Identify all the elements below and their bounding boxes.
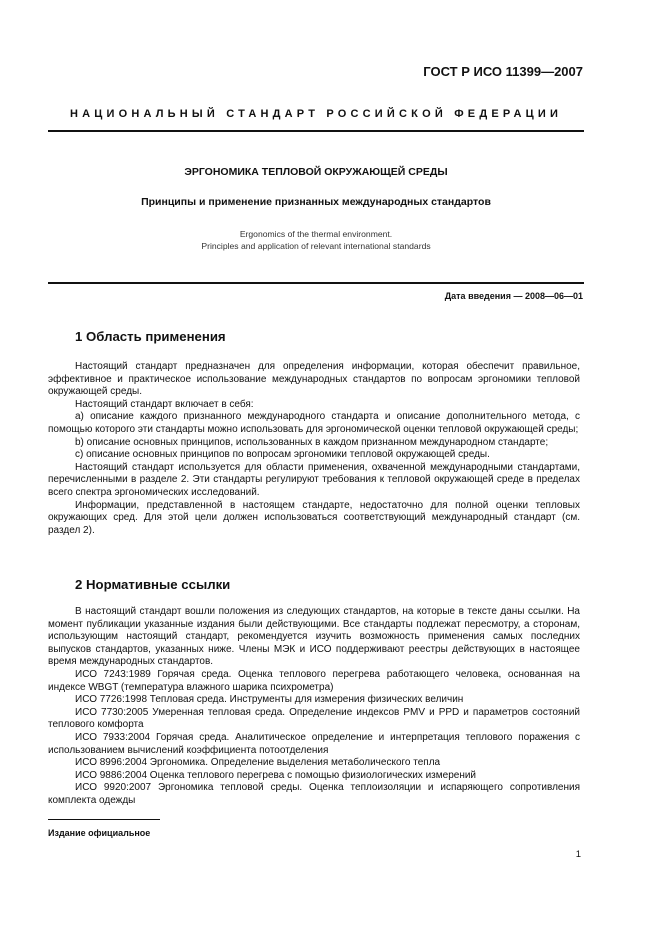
middle-divider bbox=[48, 282, 584, 284]
reference-item: ИСО 9886:2004 Оценка теплового перегрева с помощью физиологических измерений bbox=[75, 769, 477, 781]
paragraph: Информации, представленной в настоящем стандарте, недостаточно для полной оценки тепловых окружающих сред. Для этой цели должен использоваться соответствующий международный стандарт (см. раздел 2). bbox=[48, 499, 580, 536]
edition-note: Издание официальное bbox=[48, 828, 151, 838]
reference-item: ИСО 7730:2005 Умеренная тепловая среда. Определение индексов PMV и PPD и параметров состояний теплового комфорта bbox=[48, 706, 580, 731]
paragraph: Настоящий стандарт предназначен для определения информации, которая обеспечит правильное, эффективное и практическое использование международных стандартов по вопросам эргономики тепловой окружающей среды. bbox=[48, 361, 580, 398]
paragraph: В настоящий стандарт вошли положения из следующих стандартов, на которые в тексте даны ссылки. На момент публикации указанные издания были действующими. Все стандарты подлежат пересмотру, а сторонам, использующим настоящий стандарт, рекомендуется изучить возможность применения самых последних выпусков стандартов, указанных ниже. Члены МЭК и ИСО поддерживают реестры действующих в настоящее время международных стандартов. bbox=[48, 606, 580, 668]
section-2-body bbox=[48, 606, 580, 808]
list-item: b) описание основных принципов, использованных в каждом признанном международном стандарте; bbox=[75, 436, 549, 448]
section-1-heading: 1 Область применения bbox=[75, 329, 226, 344]
document-code: ГОСТ Р ИСО 11399—2007 bbox=[423, 64, 583, 79]
title-ru-sub: Принципы и применение признанных международных стандартов bbox=[141, 196, 491, 208]
top-divider bbox=[48, 130, 584, 132]
title-ru-main: ЭРГОНОМИКА ТЕПЛОВОЙ ОКРУЖАЮЩЕЙ СРЕДЫ bbox=[184, 166, 448, 178]
reference-item: ИСО 7243:1989 Горячая среда. Оценка теплового перегрева работающего человека, основанная на индексе WBGT (температура влажного шарика психрометра) bbox=[48, 668, 580, 693]
reference-item: ИСО 8996:2004 Эргономика. Определение выделения метаболического тепла bbox=[75, 757, 441, 769]
footer-divider bbox=[48, 819, 160, 820]
national-standard-banner: НАЦИОНАЛЬНЫЙ СТАНДАРТ РОССИЙСКОЙ ФЕДЕРАЦИИ bbox=[69, 108, 563, 120]
paragraph: Настоящий стандарт включает в себя: bbox=[75, 398, 254, 410]
list-item: a) описание каждого признанного международного стандарта и описание дополнительного метода, с помощью которого эти стандарты можно использовать для эргономической оценки тепловой окружающей среды; bbox=[48, 411, 580, 435]
introduction-date: Дата введения — 2008—06—01 bbox=[444, 291, 583, 301]
section-2-heading: 2 Нормативные ссылки bbox=[75, 577, 231, 592]
reference-item: ИСО 9920:2007 Эргономика тепловой среды. Оценка теплоизоляции и испаряющего сопротивления комплекта одежды bbox=[48, 782, 580, 806]
paragraph: Настоящий стандарт используется для области применения, охваченной международными стандартами, перечисленными в разделе 2. Эти стандарты регулируют требования к тепловой окружающей среде в пределах всего спектра эргономических исследований. bbox=[48, 461, 580, 498]
title-en-main: Ergonomics of the thermal environment. bbox=[239, 229, 393, 239]
list-item: c) описание основных принципов по вопросам эргономики тепловой окружающей среды. bbox=[75, 449, 490, 461]
section-1-body bbox=[48, 361, 580, 537]
reference-item: ИСО 7933:2004 Горячая среда. Аналитическое определение и интерпретация теплового поражения с использованием вычислений коэффициента потоотделения bbox=[48, 731, 580, 756]
page-number: 1 bbox=[575, 849, 581, 860]
title-en-sub: Principles and application of relevant international standards bbox=[201, 241, 431, 251]
reference-item: ИСО 7726:1998 Тепловая среда. Инструменты для измерения физических величин bbox=[75, 694, 464, 706]
